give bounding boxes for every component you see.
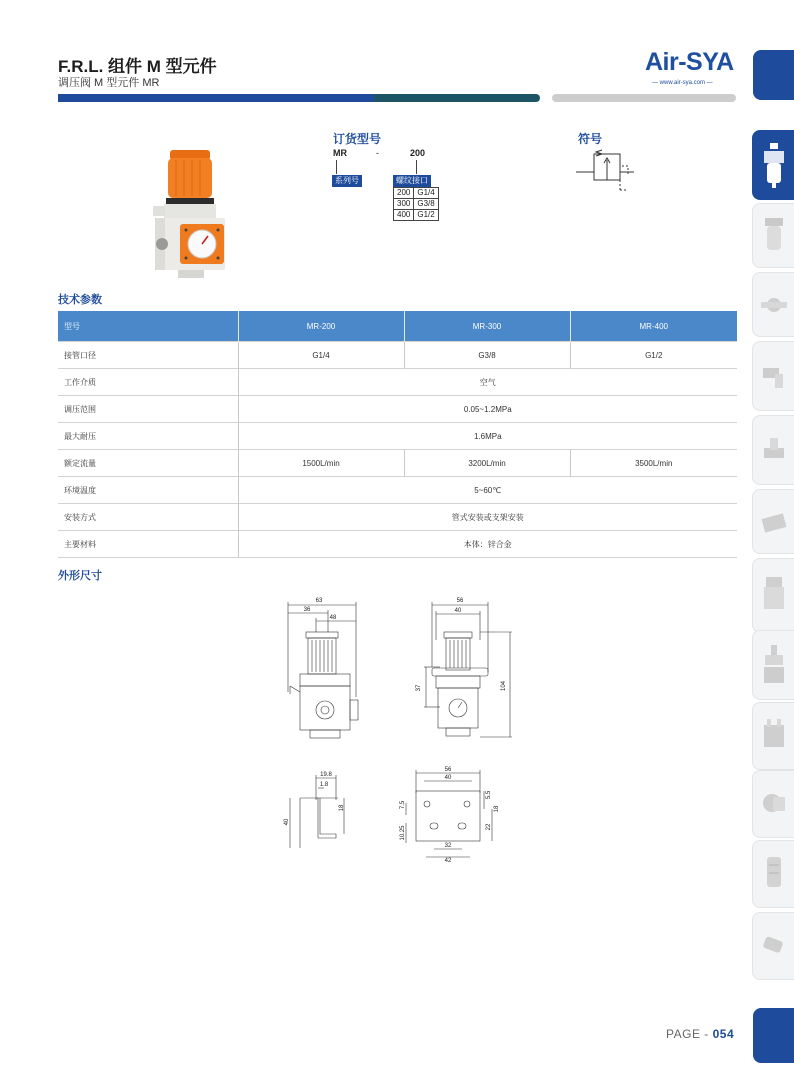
- front-view-drawing: [280, 592, 370, 750]
- side-tab-fitting-elbow[interactable]: [752, 341, 794, 411]
- bracket-front-drawing: [392, 763, 502, 863]
- port-thread: G1/2: [414, 210, 438, 221]
- dim-10-25-label: 10.25: [400, 825, 406, 841]
- dim-7-5-label: 7.5: [400, 800, 406, 810]
- dim-63-label: 63: [315, 598, 323, 604]
- dim-42-label: 42: [444, 858, 452, 863]
- spec-cell: G1/2: [570, 342, 737, 369]
- spec-header-cell: MR-400: [570, 311, 737, 342]
- spec-label: 工作介质: [58, 369, 238, 396]
- dim-40-label: 40: [454, 608, 462, 614]
- spec-row: [58, 342, 737, 369]
- dim-56-label: 56: [456, 598, 464, 604]
- spec-row: [58, 396, 737, 423]
- port-code: 300: [394, 199, 414, 210]
- spec-row: [58, 477, 737, 504]
- bracket-side-drawing: [280, 768, 350, 848]
- dim-1-8-label: 1.8: [319, 782, 329, 788]
- spec-cell: 管式安装或支架安装: [238, 504, 737, 531]
- port-row: [394, 188, 439, 199]
- corner-tab-top: [753, 50, 794, 100]
- spec-header-cell: MR-300: [404, 311, 570, 342]
- side-tab-manifold[interactable]: [752, 489, 794, 554]
- spec-label: 安装方式: [58, 504, 238, 531]
- regulator-symbol: [576, 146, 636, 196]
- silencer-icon: [761, 853, 787, 893]
- order-heading: 订货型号: [333, 132, 382, 146]
- port-thread: G1/4: [414, 188, 438, 199]
- side-tab-fitting-tee[interactable]: [752, 415, 794, 485]
- dim-56-bracket-label: 56: [444, 767, 452, 773]
- side-tab-pipe[interactable]: [752, 770, 794, 838]
- elbow-fitting-icon: [761, 354, 787, 394]
- dim-18-label: 18: [339, 804, 345, 812]
- order-leader-1: [336, 160, 337, 174]
- spec-row: [58, 450, 737, 477]
- spec-cell: G3/8: [404, 342, 570, 369]
- page-number: [666, 1027, 734, 1041]
- header-bar-teal: [374, 94, 540, 102]
- spec-row: [58, 531, 737, 558]
- spec-cell: 本体：锌合金: [238, 531, 737, 558]
- spec-heading: 技术参数: [58, 294, 102, 306]
- dim-104-label: 104: [501, 680, 507, 692]
- manifold-icon: [761, 502, 787, 542]
- page-title: F.R.L. 组件 M 型元件: [58, 57, 217, 76]
- dim-48-label: 48: [329, 615, 337, 621]
- port-thread: G3/8: [414, 199, 438, 210]
- side-tab-block[interactable]: [752, 702, 794, 770]
- side-tab-frl[interactable]: [752, 130, 794, 200]
- port-row: [394, 199, 439, 210]
- dim-37-label: 37: [416, 684, 422, 692]
- dim-32-label: 32: [444, 843, 452, 849]
- page-prefix: PAGE -: [666, 1027, 713, 1041]
- side-tab-cylinder[interactable]: [752, 558, 794, 633]
- spec-header-row: [58, 311, 737, 342]
- valve-icon: [761, 285, 787, 325]
- port-table: [393, 187, 439, 221]
- brand-url: — www.air-sya.com —: [652, 80, 713, 86]
- page-number-value: 054: [712, 1027, 735, 1041]
- side-tab-gun[interactable]: [752, 912, 794, 980]
- dim-18-bracket-label: 18: [494, 805, 500, 813]
- dim-22-label: 22: [486, 823, 492, 831]
- side-tab-valve[interactable]: [752, 272, 794, 337]
- header-bar-blue: [58, 94, 374, 102]
- product-photo: [150, 148, 240, 280]
- order-separator: -: [376, 148, 379, 158]
- spec-cell: 5~60℃: [238, 477, 737, 504]
- side-tab-silencer[interactable]: [752, 840, 794, 908]
- spec-label: 额定流量: [58, 450, 238, 477]
- dimensions-heading: 外形尺寸: [58, 570, 102, 582]
- side-tab-solenoid[interactable]: [752, 630, 794, 700]
- spec-row: [58, 423, 737, 450]
- pipe-fitting-icon: [761, 783, 787, 823]
- series-tag: 系列号: [332, 175, 362, 187]
- order-model-code: 200: [410, 148, 426, 158]
- spec-label: 环境温度: [58, 477, 238, 504]
- page-subtitle: 调压阀 M 型元件 MR: [58, 77, 160, 89]
- air-gun-icon: [761, 925, 787, 965]
- dim-40-bracket-front-label: 40: [444, 775, 452, 781]
- spec-cell: 0.05~1.2MPa: [238, 396, 737, 423]
- spec-cell: G1/4: [238, 342, 404, 369]
- port-code: 400: [394, 210, 414, 221]
- dim-36-label: 36: [303, 607, 311, 613]
- spec-cell: 1500L/min: [238, 450, 404, 477]
- solenoid-icon: [761, 643, 787, 689]
- side-tab-filter[interactable]: [752, 203, 794, 268]
- spec-cell: 1.6MPa: [238, 423, 737, 450]
- order-model-prefix: MR: [333, 148, 347, 158]
- dim-40-bracket-label: 40: [284, 818, 290, 826]
- spec-row: [58, 504, 737, 531]
- dim-19-8-label: 19.8: [320, 772, 332, 778]
- frl-unit-icon: [761, 143, 787, 189]
- spec-cell: 3500L/min: [570, 450, 737, 477]
- spec-label: 调压范围: [58, 396, 238, 423]
- spec-label: 接管口径: [58, 342, 238, 369]
- spec-cell: 空气: [238, 369, 737, 396]
- spec-label: 主要材料: [58, 531, 238, 558]
- tee-fitting-icon: [761, 428, 787, 468]
- filter-icon: [761, 216, 787, 256]
- symbol-heading: 符号: [578, 132, 603, 146]
- order-leader-2: [416, 160, 417, 174]
- spec-header-cell: 型号: [58, 311, 238, 342]
- side-view-drawing: [410, 592, 520, 750]
- cylinder-icon: [761, 571, 787, 617]
- block-icon: [761, 715, 787, 755]
- spec-table: [58, 311, 737, 558]
- spec-label: 最大耐压: [58, 423, 238, 450]
- port-row: [394, 210, 439, 221]
- port-code: 200: [394, 188, 414, 199]
- corner-tab-bottom: [753, 1008, 794, 1063]
- spec-header-cell: MR-200: [238, 311, 404, 342]
- spec-cell: 3200L/min: [404, 450, 570, 477]
- dim-5-5-label: 5.5: [486, 790, 492, 800]
- spec-row: [58, 369, 737, 396]
- thread-tag: 螺纹接口: [393, 175, 431, 187]
- brand-logo: Air-SYA: [645, 48, 734, 76]
- header-bar-gray: [552, 94, 736, 102]
